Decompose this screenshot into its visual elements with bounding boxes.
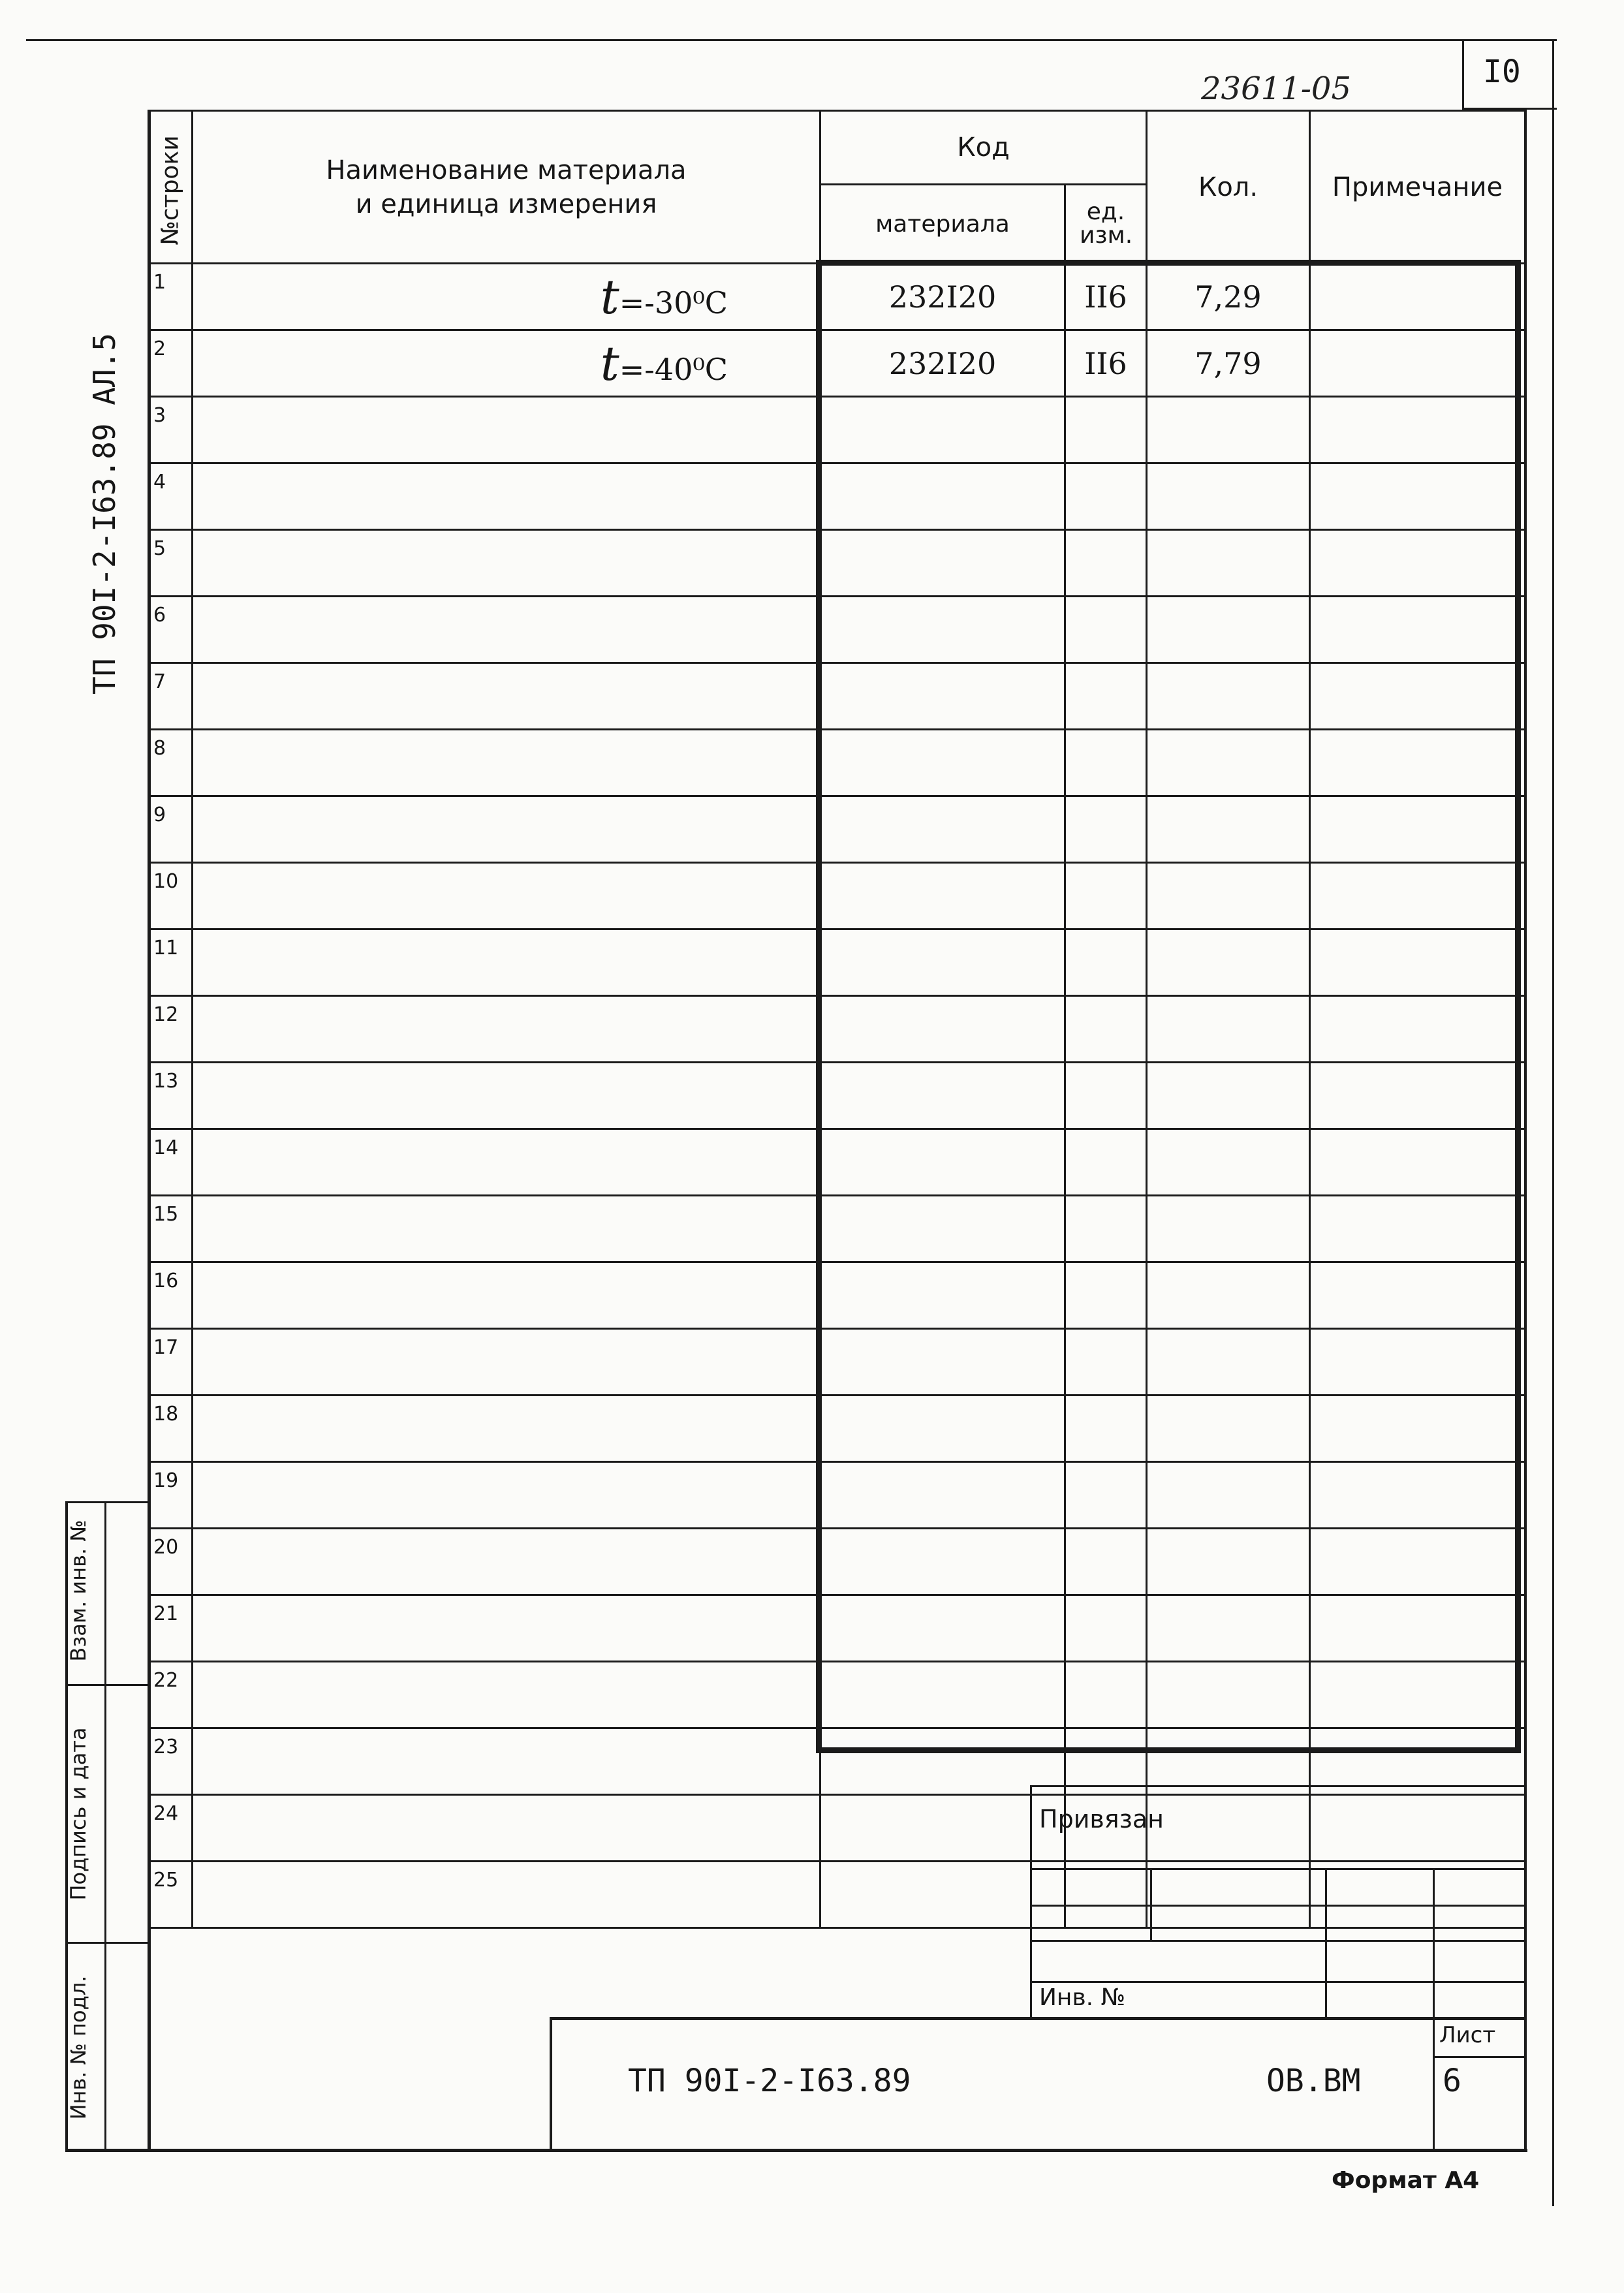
- unit-code-cell: [1065, 1196, 1147, 1262]
- unit-code-cell: [1065, 1262, 1147, 1329]
- unit-code-cell: [1065, 863, 1147, 929]
- unit-code-cell: [1065, 1595, 1147, 1662]
- material-name-cell: [193, 1396, 820, 1462]
- material-code-cell: [820, 1129, 1065, 1196]
- table-row: [150, 264, 1525, 330]
- bottom-frame-line: [65, 2149, 1527, 2152]
- material-name-cell: [193, 1129, 820, 1196]
- tb-col-2: [1325, 1868, 1327, 2018]
- stamp-sep-1: [65, 1684, 149, 1686]
- page-number: I0: [1483, 54, 1521, 90]
- row-number-cell: 24: [150, 1795, 193, 1862]
- unit-code-cell: [1065, 1329, 1147, 1396]
- row-number-cell: 20: [150, 1529, 193, 1595]
- quantity-cell: [1147, 1129, 1310, 1196]
- material-name-cell: [193, 1262, 820, 1329]
- quantity-cell: 7,29: [1147, 264, 1310, 330]
- table-row: [150, 730, 1525, 796]
- table-row: [150, 1795, 1525, 1862]
- tb-sheet-label: Лист: [1439, 2022, 1496, 2048]
- material-code-cell: [820, 1795, 1065, 1862]
- quantity-cell: [1147, 1396, 1310, 1462]
- stamp-sep-2: [65, 1942, 149, 1944]
- right-frame-line: [1552, 39, 1554, 2206]
- table-row: [150, 1129, 1525, 1196]
- table-row: [150, 1529, 1525, 1595]
- header-material-name: Наименование материала и единица измерения: [193, 111, 820, 264]
- note-cell: [1310, 1196, 1525, 1262]
- table-row: [150, 1329, 1525, 1396]
- material-name-cell: [193, 397, 820, 463]
- temperature-symbol: t: [600, 269, 619, 324]
- material-name-cell: [193, 530, 820, 597]
- tb-row-4: [1030, 1981, 1526, 1983]
- table-row: [150, 597, 1525, 663]
- quantity-cell: [1147, 1529, 1310, 1595]
- unit-code-cell: [1065, 1529, 1147, 1595]
- material-code-cell: [820, 1262, 1065, 1329]
- table-row: [150, 996, 1525, 1063]
- note-cell: [1310, 1795, 1525, 1862]
- row-number-cell: 7: [150, 663, 193, 730]
- note-cell: [1310, 1862, 1525, 1928]
- row-number-cell: 10: [150, 863, 193, 929]
- header-quantity: Кол.: [1147, 111, 1310, 264]
- material-name-cell: [193, 730, 820, 796]
- unit-code-cell: [1065, 1462, 1147, 1529]
- unit-code-cell: [1065, 397, 1147, 463]
- note-cell: [1310, 330, 1525, 397]
- header-code-unit: ед. изм.: [1065, 185, 1147, 264]
- quantity-cell: [1147, 796, 1310, 863]
- row-number-cell: 1: [150, 264, 193, 330]
- row-number-cell: 16: [150, 1262, 193, 1329]
- material-name-cell: [193, 463, 820, 530]
- material-code-cell: [820, 397, 1065, 463]
- quantity-cell: [1147, 1262, 1310, 1329]
- material-code-cell: [820, 1728, 1065, 1795]
- material-name-cell: [193, 1595, 820, 1662]
- material-code-cell: [820, 597, 1065, 663]
- material-name-cell: [193, 863, 820, 929]
- quantity-cell: [1147, 1329, 1310, 1396]
- note-cell: [1310, 1529, 1525, 1595]
- material-name-cell: [193, 597, 820, 663]
- table-row: [150, 1196, 1525, 1262]
- material-name-cell: [193, 1529, 820, 1595]
- material-name-cell: [193, 264, 820, 330]
- table-row: [150, 663, 1525, 730]
- quantity-cell: [1147, 530, 1310, 597]
- materials-table: [149, 110, 1526, 1929]
- quantity-cell: [1147, 1795, 1310, 1862]
- note-cell: [1310, 463, 1525, 530]
- quantity-cell: [1147, 597, 1310, 663]
- material-name-cell: [193, 330, 820, 397]
- table-row: [150, 530, 1525, 597]
- note-cell: [1310, 1396, 1525, 1462]
- temperature-symbol: t: [600, 335, 619, 391]
- note-cell: [1310, 1262, 1525, 1329]
- tb-row-3: [1030, 1940, 1526, 1942]
- material-name-cell: [193, 1862, 820, 1928]
- material-code-cell: 232I20: [820, 264, 1065, 330]
- note-cell: [1310, 1329, 1525, 1396]
- handwritten-number: 23611-05: [1201, 70, 1351, 107]
- note-cell: [1310, 397, 1525, 463]
- header-row-number: [150, 111, 193, 264]
- row-number-cell: 23: [150, 1728, 193, 1795]
- quantity-cell: [1147, 1063, 1310, 1129]
- row-number-cell: 15: [150, 1196, 193, 1262]
- table-row: [150, 796, 1525, 863]
- tb-attached-top: [1030, 1785, 1526, 1787]
- material-name-cell: [193, 1196, 820, 1262]
- row-number-label: №строки: [157, 135, 184, 245]
- row-number-cell: 12: [150, 996, 193, 1063]
- material-code-cell: [820, 1662, 1065, 1728]
- row-number-cell: 22: [150, 1662, 193, 1728]
- material-name-cell: [193, 1063, 820, 1129]
- material-code-cell: [820, 1063, 1065, 1129]
- note-cell: [1310, 796, 1525, 863]
- material-code-cell: [820, 796, 1065, 863]
- tb-main-left: [550, 2017, 552, 2151]
- unit-code-cell: [1065, 530, 1147, 597]
- material-name-cell: [193, 1329, 820, 1396]
- quantity-cell: 7,79: [1147, 330, 1310, 397]
- format-label: Формат А4: [1332, 2167, 1480, 2194]
- table-row: [150, 330, 1525, 397]
- side-document-code: ТП 90I-2-I63.89 АЛ.5: [87, 333, 122, 694]
- row-number-cell: 19: [150, 1462, 193, 1529]
- quantity-cell: [1147, 996, 1310, 1063]
- row-number-cell: 2: [150, 330, 193, 397]
- unit-code-cell: [1065, 463, 1147, 530]
- note-cell: [1310, 1063, 1525, 1129]
- note-cell: [1310, 1129, 1525, 1196]
- quantity-cell: [1147, 1595, 1310, 1662]
- material-code-cell: [820, 1329, 1065, 1396]
- material-code-cell: [820, 929, 1065, 996]
- unit-code-cell: II6: [1065, 264, 1147, 330]
- quantity-cell: [1147, 730, 1310, 796]
- tb-row-2: [1030, 1905, 1526, 1907]
- tb-attached-label: Привязан: [1039, 1805, 1164, 1833]
- unit-code-cell: [1065, 1396, 1147, 1462]
- row-number-cell: 18: [150, 1396, 193, 1462]
- quantity-cell: [1147, 1462, 1310, 1529]
- material-code-cell: [820, 996, 1065, 1063]
- note-cell: [1310, 1462, 1525, 1529]
- row-number-cell: 8: [150, 730, 193, 796]
- material-code-cell: [820, 530, 1065, 597]
- material-name-cell: [193, 929, 820, 996]
- material-code-cell: [820, 730, 1065, 796]
- material-code-cell: 232I20: [820, 330, 1065, 397]
- material-code-cell: [820, 1529, 1065, 1595]
- tb-sheet-sep: [1433, 2056, 1526, 2058]
- material-name-cell: [193, 1728, 820, 1795]
- material-name-cell: [193, 996, 820, 1063]
- unit-code-cell: [1065, 1063, 1147, 1129]
- note-cell: [1310, 1595, 1525, 1662]
- table-row: [150, 929, 1525, 996]
- unit-code-cell: [1065, 796, 1147, 863]
- quantity-cell: [1147, 1662, 1310, 1728]
- row-number-cell: 9: [150, 796, 193, 863]
- material-code-cell: [820, 1595, 1065, 1662]
- table-row: [150, 1063, 1525, 1129]
- stamp-replace-inv: Взам. инв. №: [66, 1520, 91, 1662]
- tb-sheet-value: 6: [1443, 2063, 1461, 2099]
- stamp-signature-date: Подпись и дата: [66, 1727, 91, 1901]
- material-name-cell: [193, 1462, 820, 1529]
- tb-main-top: [550, 2017, 1526, 2020]
- row-number-cell: 14: [150, 1129, 193, 1196]
- material-code-cell: [820, 1196, 1065, 1262]
- note-cell: [1310, 597, 1525, 663]
- unit-code-cell: [1065, 730, 1147, 796]
- material-code-cell: [820, 463, 1065, 530]
- unit-code-cell: [1065, 1129, 1147, 1196]
- note-cell: [1310, 663, 1525, 730]
- temperature-value: =-40⁰C: [619, 351, 728, 387]
- material-name-cell: [193, 796, 820, 863]
- row-number-cell: 4: [150, 463, 193, 530]
- unit-code-cell: [1065, 929, 1147, 996]
- row-number-cell: 21: [150, 1595, 193, 1662]
- unit-code-cell: [1065, 597, 1147, 663]
- table-row: [150, 1262, 1525, 1329]
- row-number-cell: 5: [150, 530, 193, 597]
- table-row: [150, 1862, 1525, 1928]
- row-number-cell: 25: [150, 1862, 193, 1928]
- quantity-cell: [1147, 1196, 1310, 1262]
- stamp-inv-original: Инв. № подл.: [66, 1975, 91, 2120]
- top-frame-line: [26, 39, 1557, 41]
- note-cell: [1310, 530, 1525, 597]
- row-number-cell: 3: [150, 397, 193, 463]
- table-row: [150, 1462, 1525, 1529]
- tb-attached-left: [1030, 1785, 1032, 2020]
- material-code-cell: [820, 1862, 1065, 1928]
- quantity-cell: [1147, 397, 1310, 463]
- unit-code-cell: [1065, 663, 1147, 730]
- tb-row-1: [1030, 1868, 1526, 1870]
- unit-code-cell: [1065, 1662, 1147, 1728]
- header-code: Код: [820, 111, 1147, 185]
- table-row: [150, 1595, 1525, 1662]
- header-note: Примечание: [1310, 111, 1525, 264]
- tb-document-mark: OB.BM: [1266, 2063, 1361, 2099]
- tb-inv-no-label: Инв. №: [1039, 1984, 1126, 2011]
- material-name-cell: [193, 1662, 820, 1728]
- quantity-cell: [1147, 1862, 1310, 1928]
- material-name-cell: [193, 1795, 820, 1862]
- stamp-inner-line: [104, 1501, 106, 2151]
- note-cell: [1310, 996, 1525, 1063]
- quantity-cell: [1147, 863, 1310, 929]
- tb-col-3: [1433, 1868, 1435, 2149]
- note-cell: [1310, 730, 1525, 796]
- tb-document-code: ТП 90I-2-I63.89: [628, 2063, 911, 2099]
- stamp-top: [65, 1501, 149, 1503]
- table-row: [150, 1396, 1525, 1462]
- row-number-cell: 6: [150, 597, 193, 663]
- material-code-cell: [820, 1396, 1065, 1462]
- note-cell: [1310, 863, 1525, 929]
- quantity-cell: [1147, 929, 1310, 996]
- material-code-cell: [820, 663, 1065, 730]
- table-row: [150, 863, 1525, 929]
- temperature-value: =-30⁰C: [619, 285, 728, 320]
- note-cell: [1310, 929, 1525, 996]
- material-code-cell: [820, 1462, 1065, 1529]
- quantity-cell: [1147, 663, 1310, 730]
- header-code-material: материала: [820, 185, 1065, 264]
- row-number-cell: 11: [150, 929, 193, 996]
- row-number-cell: 13: [150, 1063, 193, 1129]
- table-row: [150, 1662, 1525, 1728]
- material-code-cell: [820, 863, 1065, 929]
- note-cell: [1310, 264, 1525, 330]
- unit-code-cell: [1065, 1862, 1147, 1928]
- note-cell: [1310, 1662, 1525, 1728]
- unit-code-cell: II6: [1065, 330, 1147, 397]
- tb-col-1: [1150, 1868, 1152, 1941]
- page-box-left: [1462, 39, 1464, 110]
- table-row: [150, 397, 1525, 463]
- quantity-cell: [1147, 463, 1310, 530]
- material-name-cell: [193, 663, 820, 730]
- unit-code-cell: [1065, 996, 1147, 1063]
- table-row: [150, 463, 1525, 530]
- row-number-cell: 17: [150, 1329, 193, 1396]
